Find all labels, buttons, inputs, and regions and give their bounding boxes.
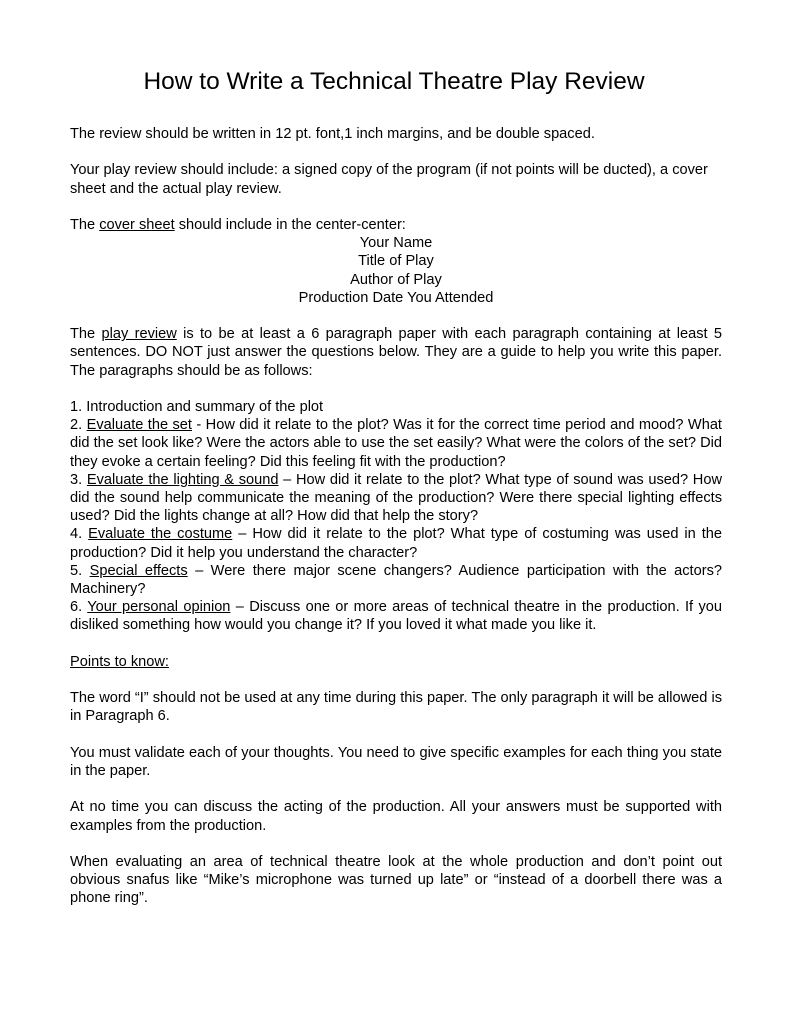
item-text: – Discuss one or more areas of technical theatre in the production. If you disliked something how would you change it? If you loved it what made you like it. [70,599,722,634]
item-label: Evaluate the set [86,417,192,434]
cover-sheet-paragraph [70,216,722,234]
item-text: - How did it relate to the plot? Was it for the correct time period and mood? What did the set look like? Were the actors able to use the set easily? What were the colors of the set? Did they evoke a certain feeling? Did this feeling fit with the production? [70,417,722,470]
item-label: Special effects [89,562,188,579]
item-number: 4. [70,526,89,543]
item-text: – Were there major scene changers? Audience participation with the actors? Machinery? [70,562,722,598]
item-number: 2. [70,417,87,434]
points-paragraph: You must validate each of your thoughts. You need to give specific examples for each thing you state in the paper. [70,744,722,779]
points-paragraph: When evaluating an area of technical theatre look at the whole production and don’t point out obvious snafus like “Mike’s microphone was turned up late” or “instead of a doorbell there was a phone ring”. [70,853,722,907]
item-number: 5. [70,562,90,579]
cover-line-author: Author of Play [350,271,442,288]
page-title: How to Write a Technical Theatre Play Review [143,68,645,95]
paragraph-list [70,398,722,635]
item-text: – How did it relate to the plot? What type of costuming was used in the production? Did it help you understand the character? [70,526,723,561]
cover-prefix: The [70,216,100,233]
points-paragraph: At no time you can discuss the acting of the production. All your answers must be supported with examples from the production. [70,799,722,834]
review-prefix: The [70,326,102,343]
play-review-paragraph [70,325,722,380]
cover-suffix: should include in the center-center: [174,216,406,233]
item-label: Evaluate the lighting & sound [86,471,279,488]
list-item [70,416,722,471]
item-number: 3. [70,471,87,488]
cover-line-name: Your Name [359,235,433,252]
list-item [70,398,722,416]
document-page [70,66,722,908]
review-suffix: is to be at least a 6 paragraph paper with each paragraph containing at least 5 sentences. DO NOT just answer the questions below. They are a guide to help you write this paper. The paragraphs should be as follows: [70,326,723,379]
item-label: Your personal opinion [87,599,231,616]
item-text: Introduction and summary of the plot [86,398,324,415]
list-item [70,471,722,526]
list-item [70,525,722,561]
item-text: – How did it relate to the plot? What type of sound was used? How did the sound help communicate the meaning of the production? Were there special lighting effects used? Did the lights change at all? How did that help the story? [70,471,722,525]
include-paragraph: Your play review should include: a signed copy of the program (if not points will be ducted), a cover sheet and the actual play review. [70,162,708,197]
format-paragraph: The review should be written in 12 pt. font,1 inch margins, and be double spaced. [70,126,595,142]
list-item [70,598,722,634]
item-label: Evaluate the costume [88,526,233,543]
points-heading: Points to know: [70,653,169,670]
cover-line-title: Title of Play [358,253,434,270]
item-number: 6. [70,599,88,616]
cover-sheet-term: cover sheet [99,216,175,233]
list-item [70,562,722,598]
item-number: 1. [70,398,87,415]
play-review-term: play review [101,326,177,343]
cover-line-date: Production Date You Attended [298,289,494,306]
points-paragraph: The word “I” should not be used at any time during this paper. The only paragraph it will be allowed is in Paragraph 6. [70,690,722,725]
